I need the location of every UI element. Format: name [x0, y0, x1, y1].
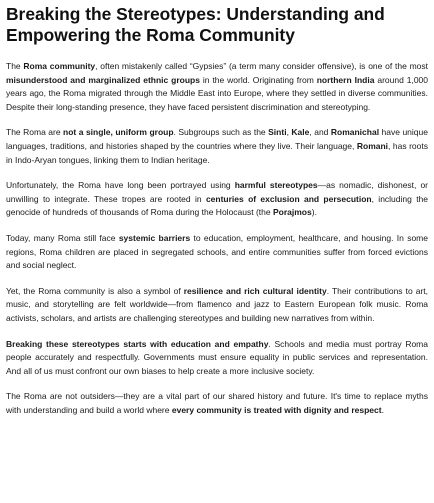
bold-text: Sinti — [268, 127, 287, 138]
article-title: Breaking the Stereotypes: Understanding and Empowering the Roma Community — [6, 4, 385, 45]
text-run: The — [6, 61, 24, 71]
paragraph-subgroups — [6, 126, 428, 167]
text-run: The Roma are not outsiders—they are a vital part of our shared history and future. It's time to replace myths with understanding and build a world where — [6, 391, 428, 415]
text-run: have unique languages, traditions, and histories shaped by the countries where they live. Their language, — [6, 127, 428, 151]
text-run: The Roma are — [6, 127, 64, 138]
bold-text: Porajmos — [272, 207, 312, 218]
bold-text: Roma community — [23, 61, 96, 71]
paragraph-stereotypes — [6, 179, 428, 220]
text-run: in the world. Originating from — [199, 74, 317, 85]
paragraph-barriers — [6, 232, 428, 273]
text-run: —as nomadic, dishonest, or unwilling to integrate. These tropes are rooted in — [6, 180, 429, 204]
bold-text: every community is treated with dignity and respect — [171, 404, 382, 415]
bold-text: systemic barriers — [118, 232, 191, 243]
text-run: Yet, the Roma community is also a symbol of — [6, 285, 184, 296]
bold-text: Romani — [356, 140, 389, 151]
bold-text: Kale — [291, 127, 310, 138]
bold-text: Romanichal — [330, 127, 380, 138]
text-run: , has roots in Indo-Aryan tongues, linking them to Indian heritage. — [6, 140, 428, 165]
text-run: to education, employment, healthcare, and housing. In some regions, Roma children are placed in segregated schools, and entire communities suffer from forced evictions and social neglect. — [6, 232, 428, 271]
text-run: Today, many Roma still face — [6, 232, 119, 243]
paragraph-resilience — [6, 285, 428, 326]
text-run: . — [381, 404, 384, 415]
text-run: ). — [311, 207, 317, 218]
text-run: , often mistakenly called “Gypsies” (a term many consider offensive), is one of the most — [95, 61, 428, 71]
text-run: , and — [309, 127, 331, 138]
paragraph-conclusion — [6, 390, 428, 417]
text-run: . Subgroups such as the — [173, 127, 269, 138]
bold-text: harmful stereotypes — [234, 180, 318, 191]
bold-text: resilience and rich cultural identity — [183, 285, 327, 296]
bold-text: misunderstood and marginalized ethnic groups — [6, 74, 200, 85]
paragraph-origins — [6, 60, 428, 114]
text-run: , including the genocide of hundreds of thousands of Roma during the Holocaust (the — [6, 193, 429, 218]
bold-text: centuries of exclusion and persecution — [205, 193, 372, 204]
text-run: Unfortunately, the Roma have long been portrayed using — [6, 180, 235, 191]
text-run: around 1,000 years ago, the Roma migrated through the Middle East into Europe, where they settled in diverse communities. Despite their long-standing presence, they have faced persistent discrimination and stereotyping. — [6, 74, 428, 112]
text-run: , — [286, 127, 292, 138]
bold-text: northern India — [316, 74, 375, 85]
bold-text: Breaking these stereotypes starts with education and empathy — [6, 338, 269, 349]
text-run: . Their contributions to art, music, and storytelling are felt worldwide—from flamenco and jazz to Eastern European folk music. Roma activists, scholars, and artists are challenging stereotypes and building new narratives from within. — [6, 285, 428, 323]
text-run: . Schools and media must portray Roma people accurately and respectfully. Governments must ensure equality in public services and representation. And all of us must confront our own biases to help create a more inclusive society. — [6, 338, 428, 376]
bold-text: not a single, uniform group — [63, 127, 174, 138]
paragraph-education — [6, 338, 428, 379]
